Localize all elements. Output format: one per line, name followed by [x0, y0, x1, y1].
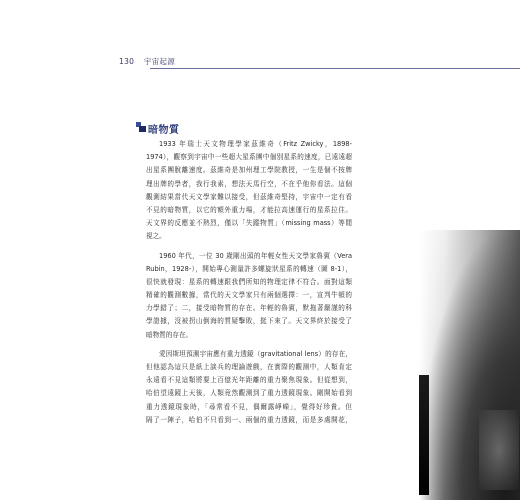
text-line: 理出牌的學者，我行我素，想法天馬行空，不在乎他你看法。這個: [146, 179, 352, 188]
text-line: 哈伯望遠鏡上天後，人類竟然觀測到了重力透鏡現象。剛開始看到: [146, 389, 352, 398]
section-heading: [148, 121, 180, 136]
text-line: Rubin，1928-），開始專心測量許多螺旋狀星系的轉速（圖 8-1），: [146, 264, 352, 273]
running-header: [119, 56, 175, 67]
text-line: 觀測結果當代天文學家難以接受，但茲維奇堅持，宇宙中一定有看: [146, 192, 352, 201]
text-line: 很快就發現：星系的轉速跟我們所知的物理定律不符合。面對這類: [146, 277, 352, 286]
text-line: 暗物質的存在。: [146, 330, 193, 339]
photo-dark-edge: [419, 375, 429, 495]
page-number: 130: [119, 57, 135, 66]
book-title: 宇宙起源: [143, 57, 176, 66]
side-photo: [419, 230, 520, 500]
text-line: 重力透鏡現象時，「尋常看不見，偶爾露崢嶸」，覺得好珍貴。但: [146, 402, 352, 411]
text-line: 出星系團脫離速度。茲維奇是加州理工學院教授，一生是個不按牌: [146, 166, 352, 175]
text-line: 1974），觀察到宇宙中一些超大星系團中個別星系的速度，已遠遠超: [146, 153, 352, 162]
section-title: 暗物質: [148, 125, 180, 136]
text-line: 愛因斯坦預測宇宙應有重力透鏡（gravitational lens）的存在，: [159, 349, 352, 358]
text-line: 永遠看不見這類將要上百億光年距離的重力聚焦現象。但從想到，: [146, 376, 352, 385]
text-line: 精確的觀測數據，當代的天文學家只有兩個選擇：一，宣判牛頓的: [146, 291, 352, 300]
text-line: 1960 年代，一位 30 歲剛出頭的年輕女性天文學家魯賓（Vera: [159, 251, 352, 260]
stacked-squares-icon: [136, 122, 146, 132]
text-line: 力學錯了；二，接受暗物質的存在。年輕的魯賓，默拖著嚴謹的科: [146, 304, 352, 313]
text-line: 天文界的反應並不熱烈，僅以「失蹤物質」（missing mass）等閒: [146, 219, 352, 228]
text-line: 學證據，沒被拐山倒海的質疑擊敗，挺下來了。天文界終於接受了: [146, 317, 352, 326]
paragraph-2: [146, 250, 352, 342]
paragraph-3: [146, 348, 352, 427]
text-line: 1933 年瑞士天文物理學家茲維奇（Fritz Zwicky，1898-: [159, 140, 352, 148]
text-line: 隔了一陣子，哈伯不只看到一、兩個的重力透鏡，而是多處開花，: [146, 415, 352, 424]
text-line: 不見的暗物質，以它的額外重力場，才能拉高速運行的星系拉住。: [146, 205, 352, 214]
body-text: [146, 138, 352, 433]
text-line: 視之。: [146, 232, 166, 241]
paragraph-1: [146, 138, 352, 244]
header-divider: [150, 68, 520, 69]
text-line: 但他認為這只是紙上談兵的理論遊戲，在實際的觀測中，人類肯定: [146, 363, 352, 371]
photo-glow: [479, 410, 519, 490]
